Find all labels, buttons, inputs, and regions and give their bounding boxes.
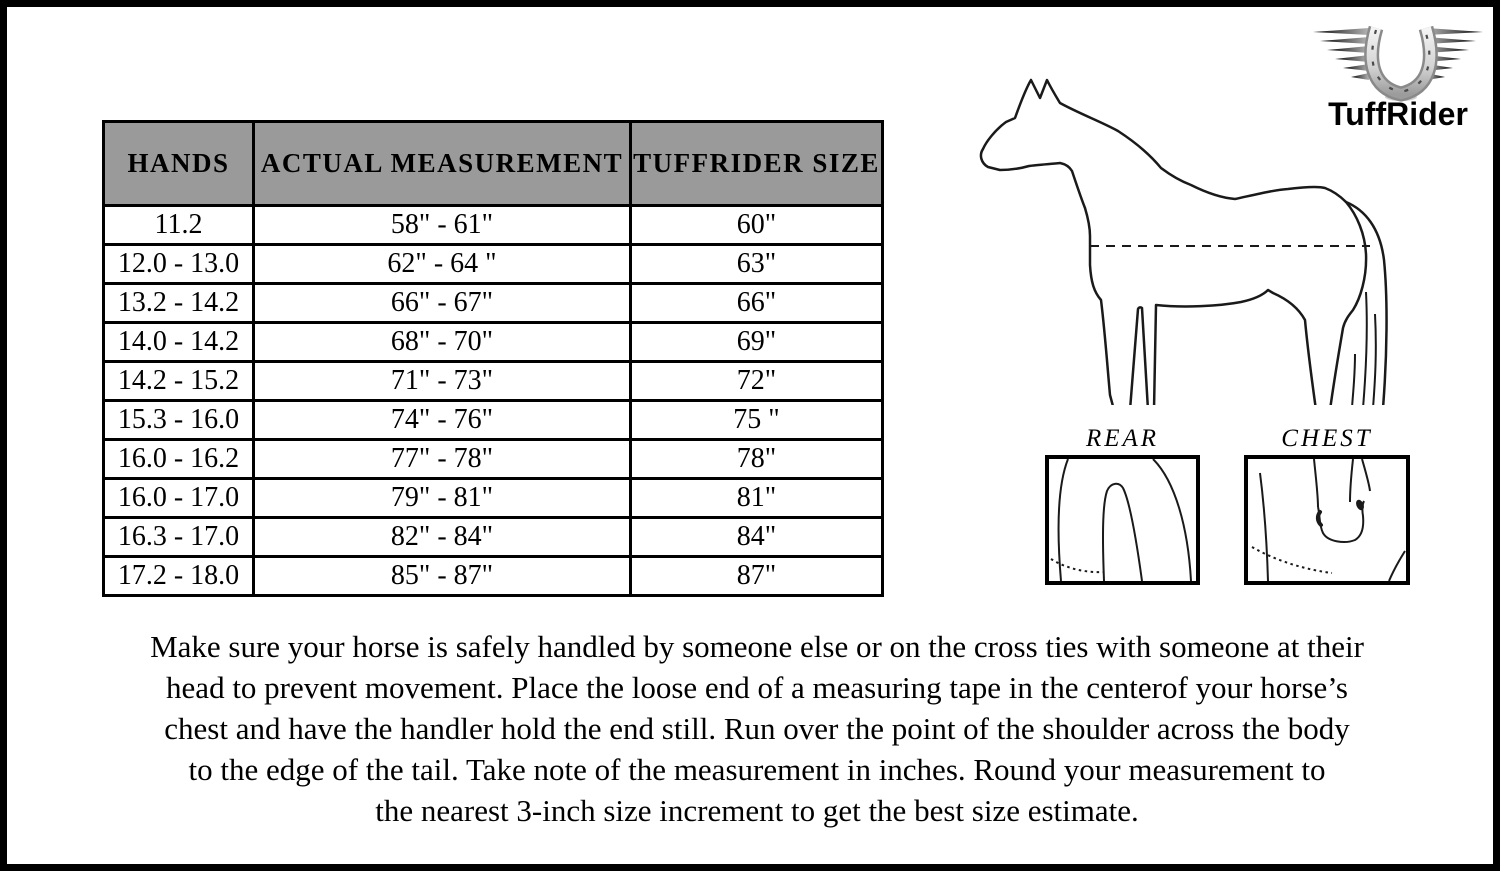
cell-measurement: 74" - 76" (254, 401, 631, 440)
table-row (104, 557, 883, 596)
cell-size: 63" (631, 245, 883, 284)
cell-measurement: 66" - 67" (254, 284, 631, 323)
table-row (104, 206, 883, 245)
header-hands: HANDS (104, 122, 254, 206)
size-chart-table (102, 120, 884, 597)
cell-measurement: 71" - 73" (254, 362, 631, 401)
instructions-line: Make sure your horse is safely handled by someone else or on the cross ties with someone at their (150, 629, 1364, 664)
table-row (104, 479, 883, 518)
table-header-row (104, 122, 883, 206)
cell-size: 75 " (631, 401, 883, 440)
winged-horseshoe-icon (1305, 20, 1491, 102)
cell-hands: 16.0 - 17.0 (104, 479, 254, 518)
cell-measurement: 82" - 84" (254, 518, 631, 557)
horse-tail-strand (1363, 292, 1367, 405)
instructions-line: head to prevent movement. Place the loose end of a measuring tape in the centerof your horse’s (166, 670, 1348, 705)
cell-size: 78" (631, 440, 883, 479)
rear-view-diagram (1045, 455, 1200, 585)
cell-measurement: 68" - 70" (254, 323, 631, 362)
brand-logo (1305, 20, 1491, 132)
cell-hands: 15.3 - 16.0 (104, 401, 254, 440)
cell-size: 69" (631, 323, 883, 362)
instructions-line: to the edge of the tail. Take note of the measurement in inches. Round your measurement to (188, 752, 1326, 787)
cell-size: 81" (631, 479, 883, 518)
rear-label: REAR (1085, 425, 1160, 452)
cell-hands: 14.2 - 15.2 (104, 362, 254, 401)
table-row (104, 518, 883, 557)
header-actual-measurement: ACTUAL MEASUREMENT (254, 122, 631, 206)
instructions-line: chest and have the handler hold the end still. Run over the point of the shoulder across the body (164, 711, 1350, 746)
cell-size: 84" (631, 518, 883, 557)
cell-hands: 11.2 (104, 206, 254, 245)
table-row (104, 284, 883, 323)
cell-hands: 16.0 - 16.2 (104, 440, 254, 479)
chest-label: CHEST (1281, 425, 1373, 452)
cell-hands: 13.2 - 14.2 (104, 284, 254, 323)
cell-size: 60" (631, 206, 883, 245)
instructions-paragraph (27, 626, 1487, 831)
cell-measurement: 79" - 81" (254, 479, 631, 518)
cell-measurement: 58" - 61" (254, 206, 631, 245)
cell-measurement: 85" - 87" (254, 557, 631, 596)
table-row (104, 401, 883, 440)
cell-hands: 14.0 - 14.2 (104, 323, 254, 362)
horse-tail-strand (1352, 354, 1355, 405)
horse-chest-view-icon (1248, 459, 1406, 581)
brand-name: TuffRider (1328, 96, 1468, 132)
cell-measurement: 77" - 78" (254, 440, 631, 479)
table-row (104, 362, 883, 401)
cell-hands: 12.0 - 13.0 (104, 245, 254, 284)
cell-size: 87" (631, 557, 883, 596)
horse-tail-strand (1373, 314, 1376, 405)
horseshoe (1372, 28, 1431, 101)
chest-view-diagram (1244, 455, 1410, 585)
cell-size: 66" (631, 284, 883, 323)
cell-hands: 17.2 - 18.0 (104, 557, 254, 596)
cell-measurement: 62" - 64 " (254, 245, 631, 284)
left-wing (1313, 28, 1369, 80)
cell-hands: 16.3 - 17.0 (104, 518, 254, 557)
table-row (104, 323, 883, 362)
table-row (104, 245, 883, 284)
header-tuffrider-size: TUFFRIDER SIZE (631, 122, 883, 206)
cell-size: 72" (631, 362, 883, 401)
table-row (104, 440, 883, 479)
horse-rear-view-icon (1049, 459, 1196, 581)
instructions-line: the nearest 3-inch size increment to get the best size estimate. (375, 793, 1139, 828)
